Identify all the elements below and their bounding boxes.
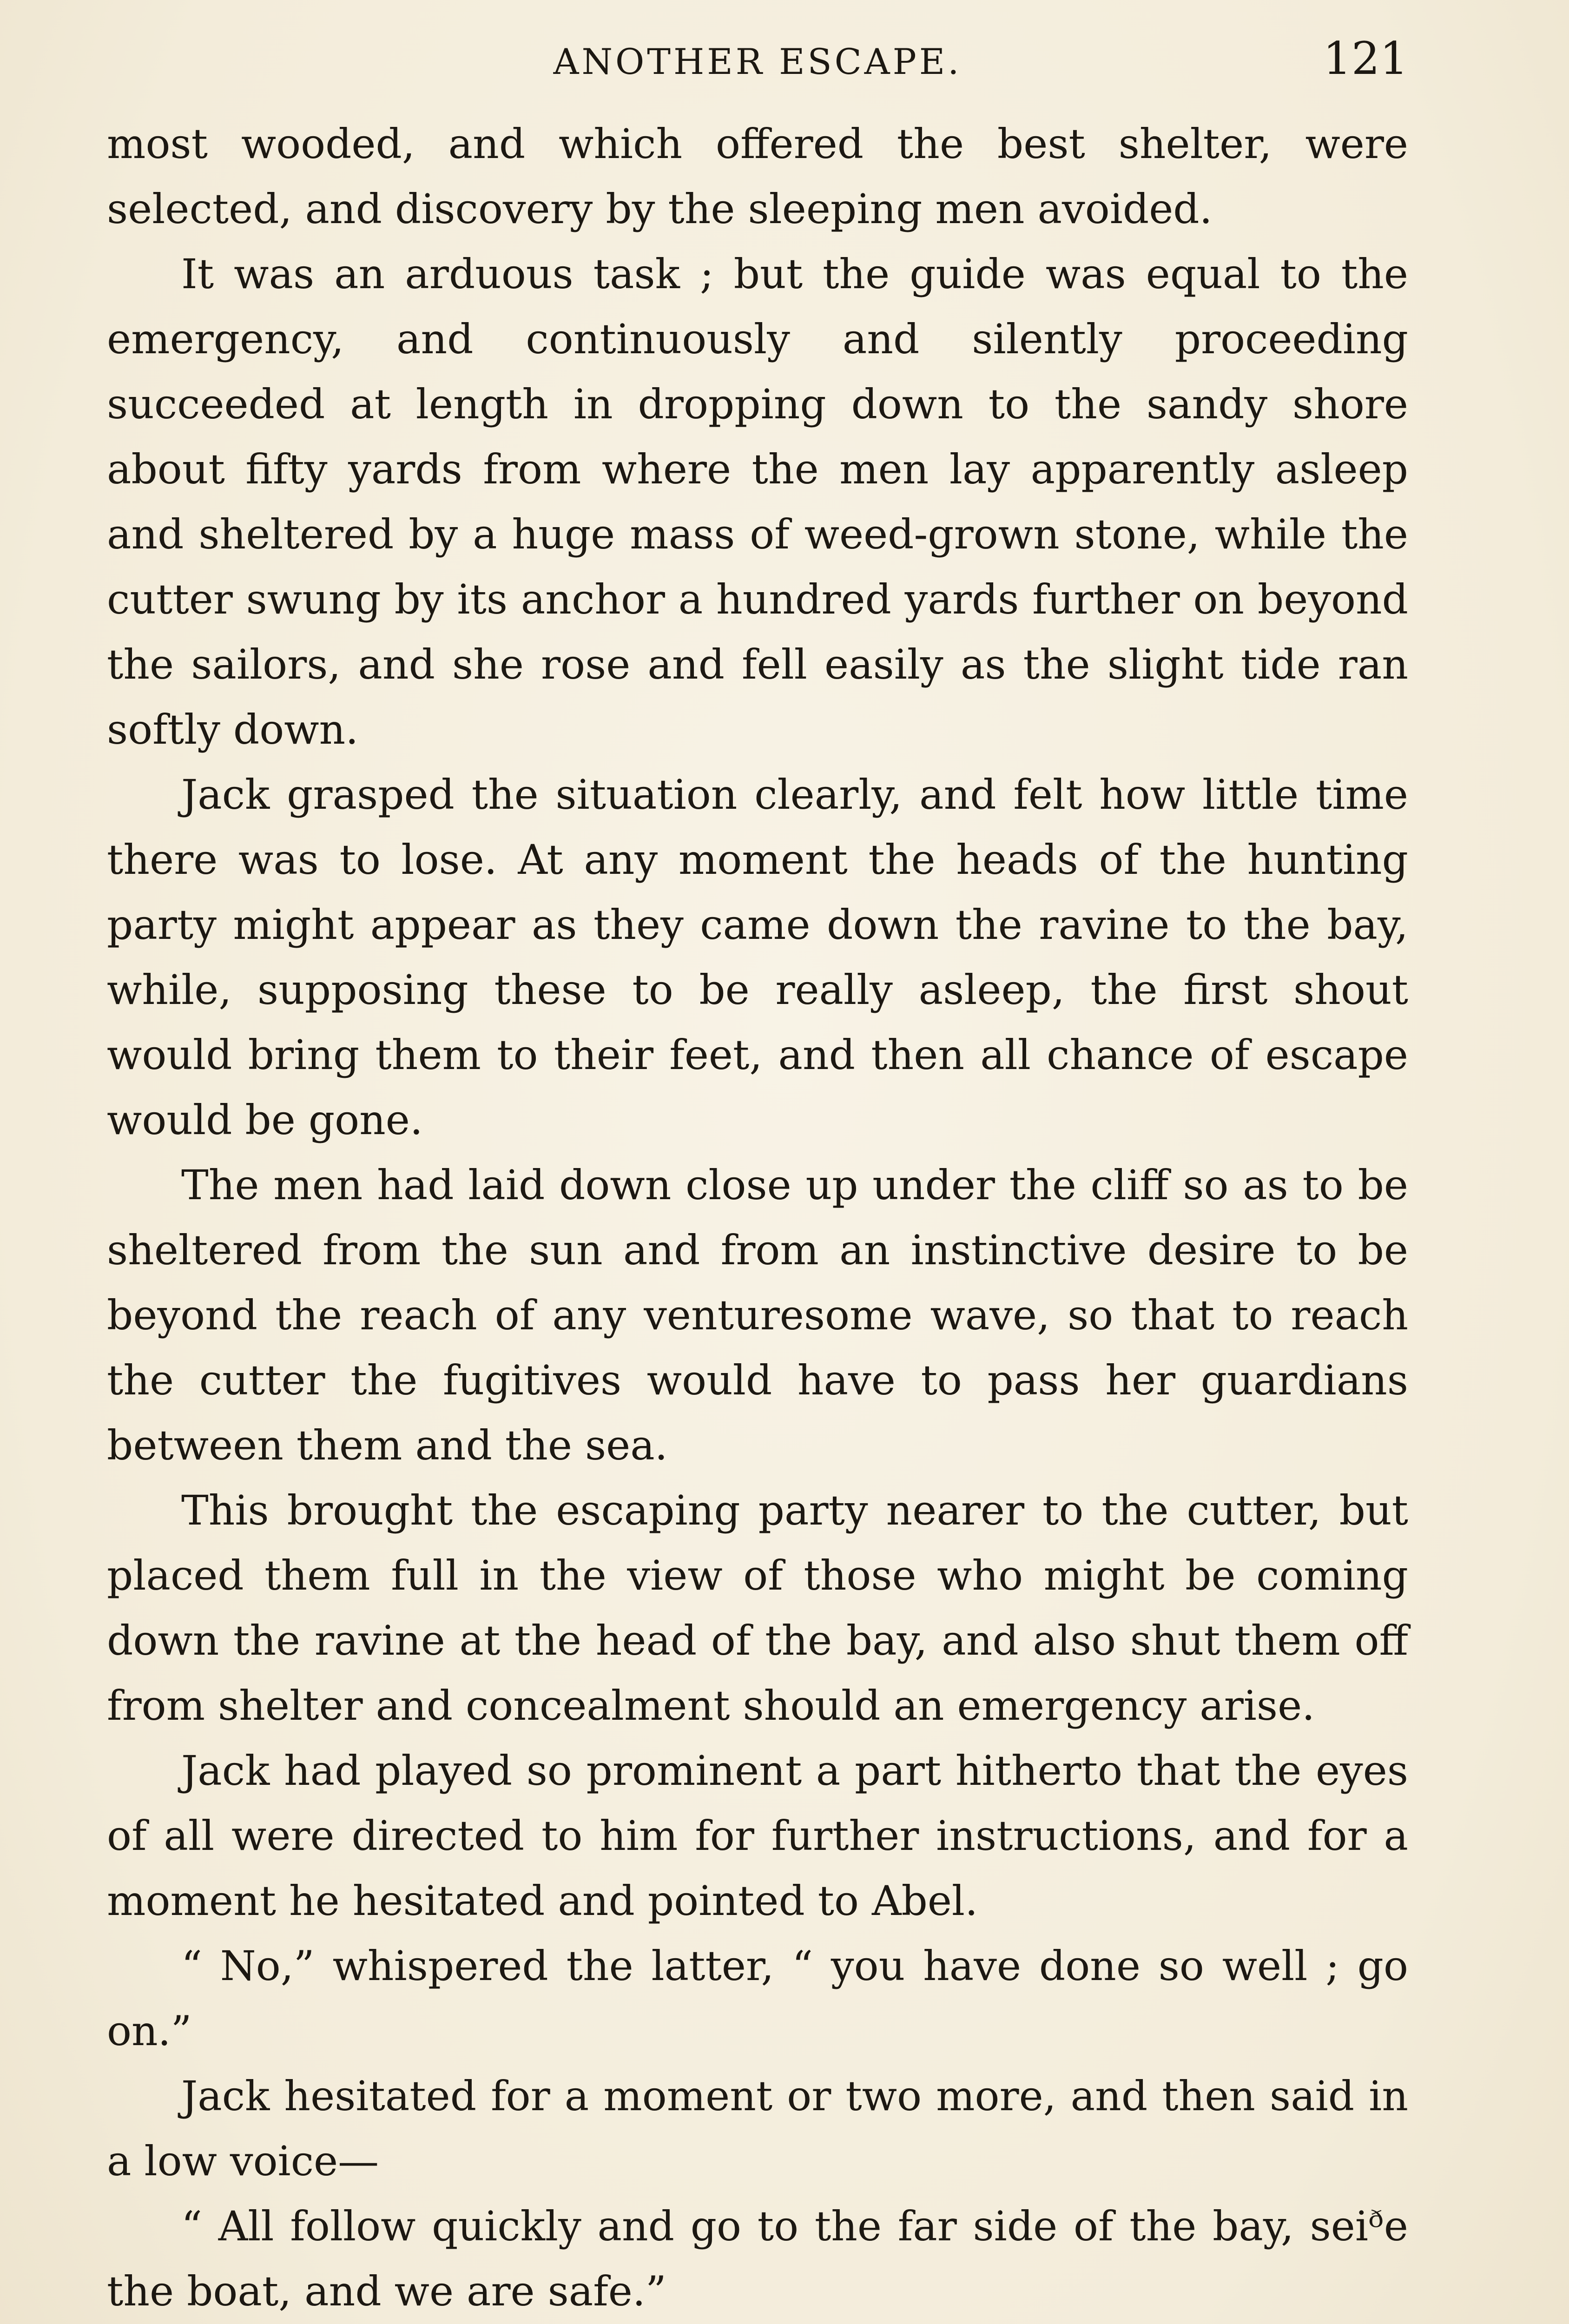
paragraph: Jack had played so prominent a part hitherto that the eyes of all were directed to him for further instructions, and for a moment he hesitated and pointed to Abel.: [107, 1747, 1408, 1925]
paragraph: “ No,” whispered the latter, “ you have done so well ; go on.”: [107, 1942, 1408, 2055]
paragraph: This brought the escaping party nearer to the cutter, but placed them full in the view of those who might be coming down the ravine at the head of the bay, and also shut them off from shelter and concealment should an emergency arise.: [107, 1486, 1408, 1730]
paragraph-continuation: most wooded, and which offered the best shelter, were selected, and discovery by the sleeping men avoided.: [107, 120, 1408, 233]
paragraph: “ All follow quickly and go to the far side of the bay, seiᶞe the boat, and we are safe.”: [107, 2202, 1408, 2315]
paragraph: It was an arduous task ; but the guide was equal to the emergency, and continuously and silently proceeding succeeded at length in dropping down to the sandy shore about fifty yards from where the men lay apparently asleep and sheltered by a huge mass of weed-grown stone, while the cutter swung by its anchor a hundred yards further on beyond the sailors, and she rose and fell easily as the slight tide ran softly down.: [107, 250, 1408, 753]
running-head: [107, 33, 1408, 84]
paragraph: Jack hesitated for a moment or two more, and then said in a low voice—: [107, 2072, 1408, 2185]
chapter-title: ANOTHER ESCAPE.: [553, 41, 962, 82]
paragraph: Jack grasped the situation clearly, and felt how little time there was to lose. At any moment the heads of the hunting party might appear as they came down the ravine to the bay, while, supposing these to be really asleep, the first shout would bring them to their feet, and then all chance of escape would be gone.: [107, 771, 1408, 1144]
body-text: [107, 112, 1408, 2324]
paragraph: The men had laid down close up under the cliff so as to be sheltered from the sun and from an instinctive desire to be beyond the reach of any venturesome wave, so that to reach the cutter the fugitives would have to pass her guardians between them and the sea.: [107, 1161, 1408, 1469]
page-number: 121: [1323, 33, 1408, 85]
